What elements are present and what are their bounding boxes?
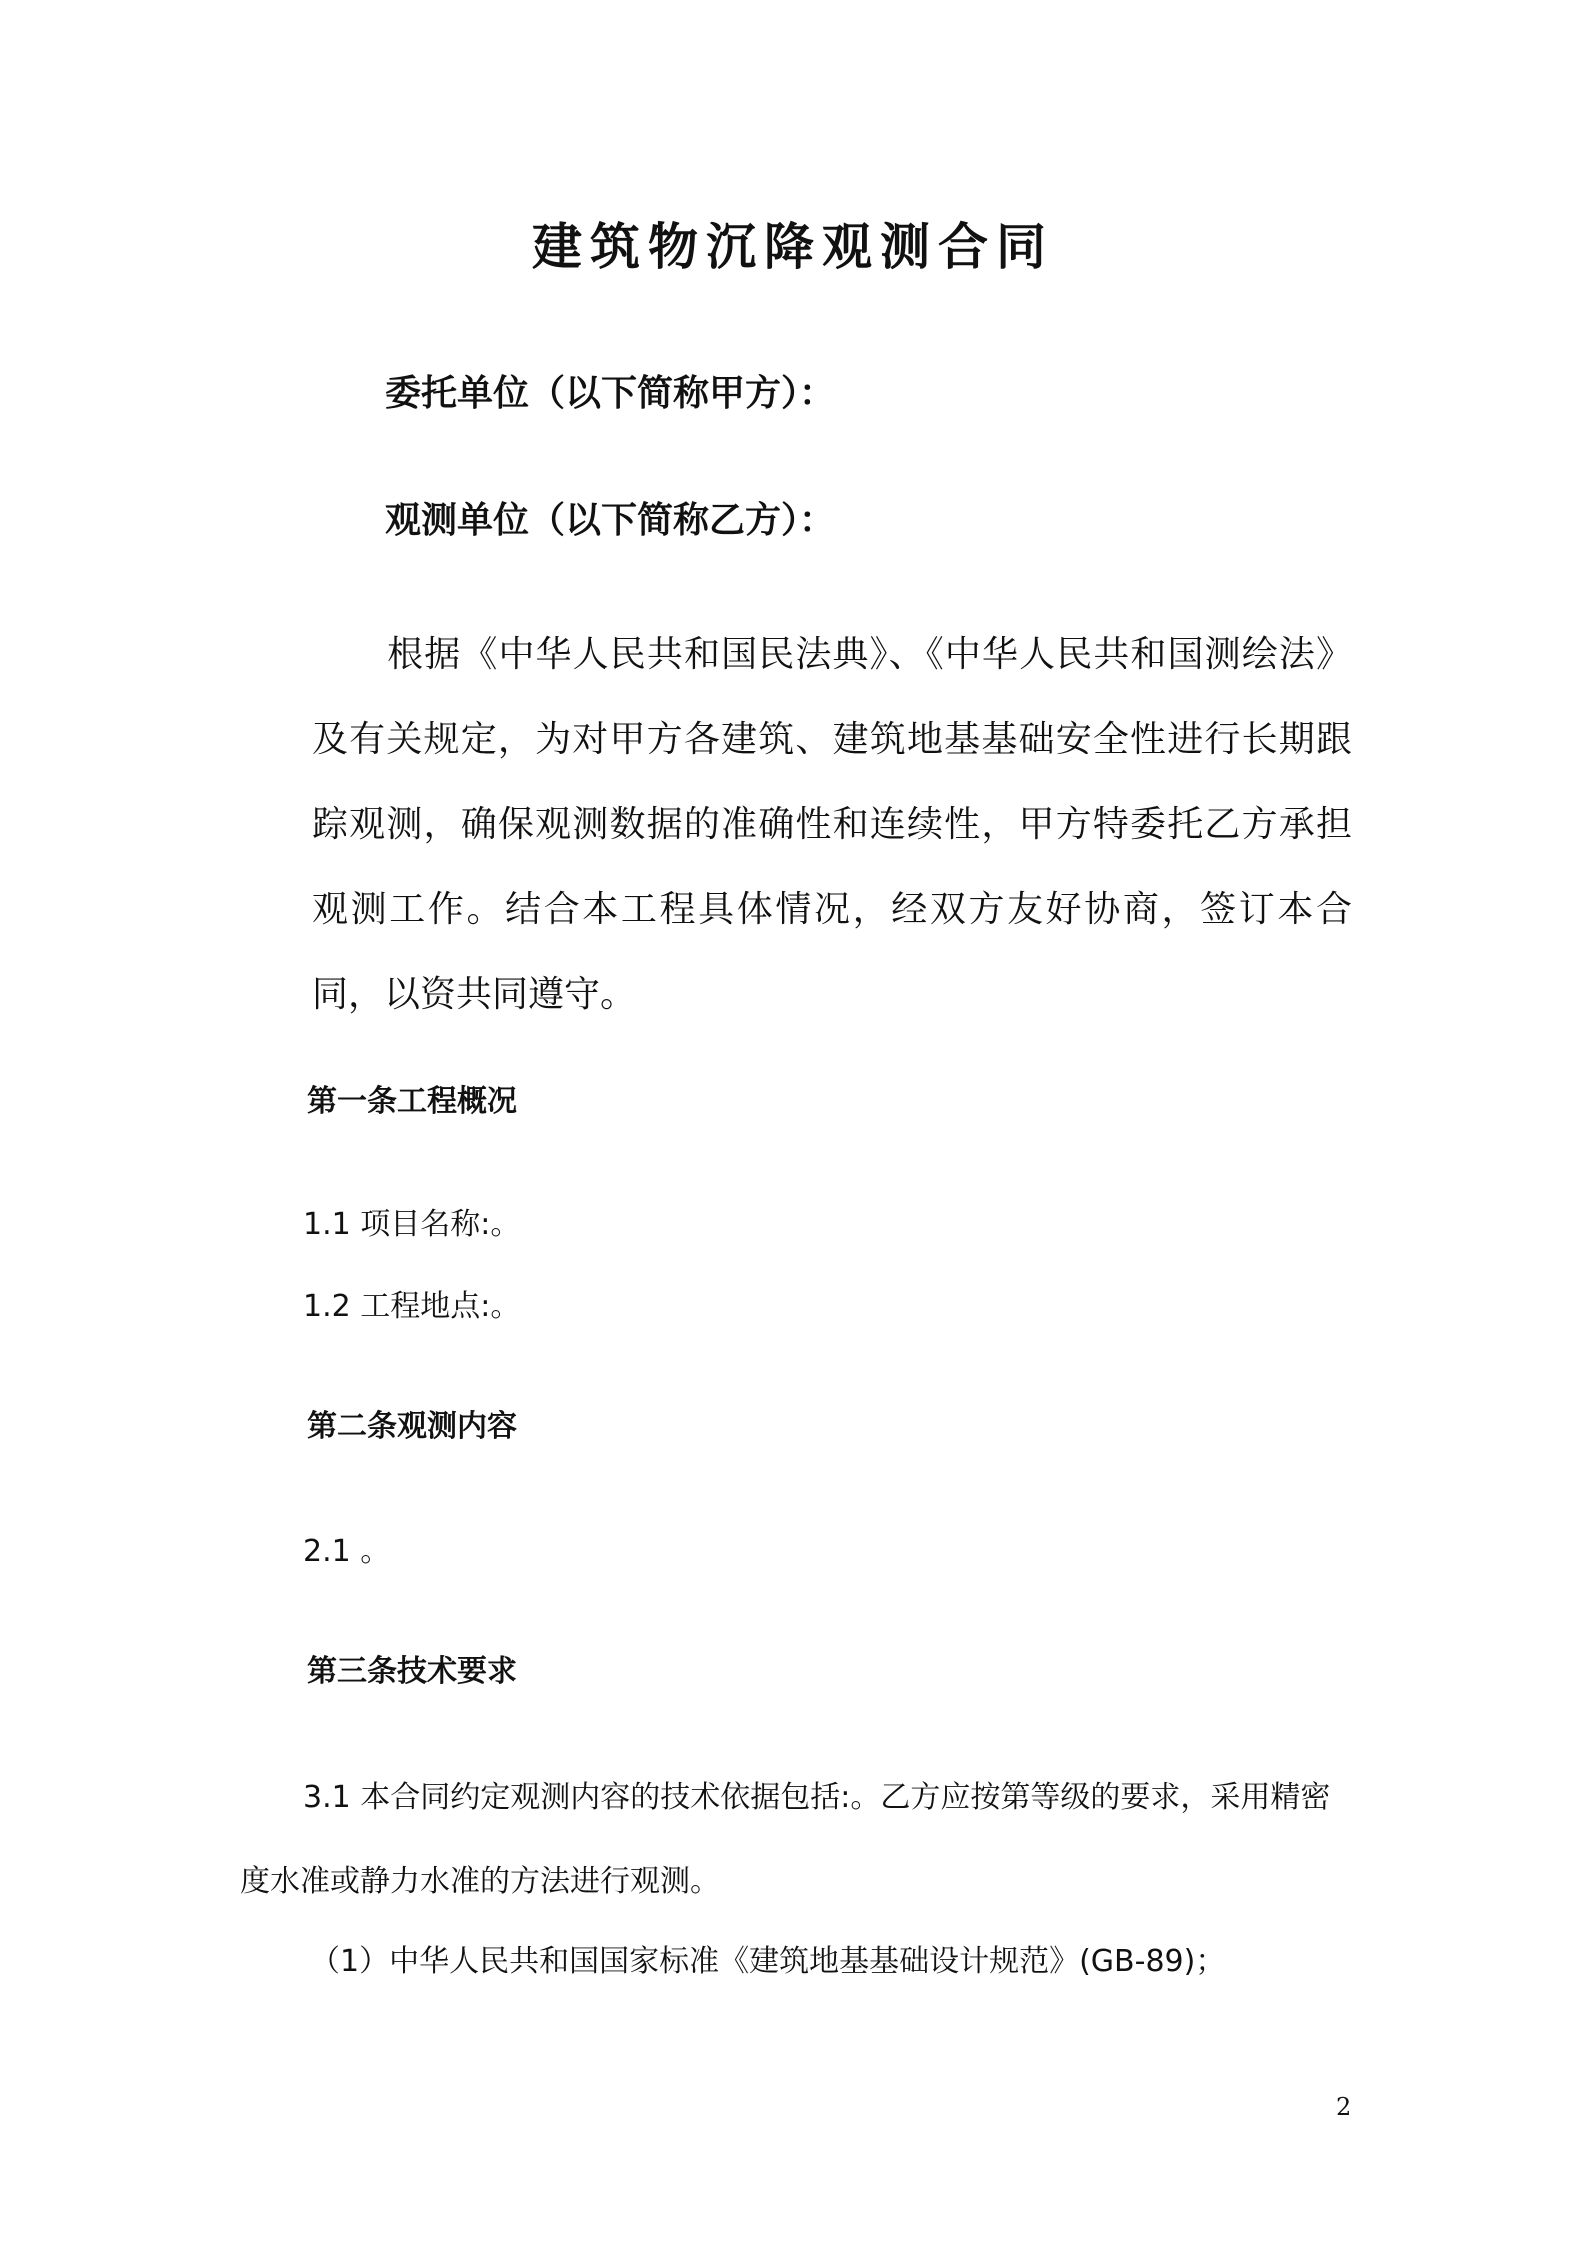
article-2-item-1: 2.1 。: [303, 1534, 391, 1569]
article-2-heading: 第二条观测内容: [307, 1409, 517, 1444]
party-b-line: 观测单位（以下简称乙方）：: [385, 500, 836, 541]
intro-text: 根据《中华人民共和国民法典》、《中华人民共和国测绘法》及有关规定，为对甲方各建筑、建筑地基基础安全性进行长期跟踪观测，确保观测数据的准确性和连续性，甲方特委托乙方承担观测工作。结合本工程具体情况，经双方友好协商，签订本合同，以资共同遵守。: [312, 634, 1352, 1015]
article-3-clause-1: [240, 1756, 1355, 1924]
article-1-item-1: 1.1 项目名称:。: [303, 1207, 521, 1242]
party-a-line: 委托单位（以下简称甲方）：: [385, 373, 836, 414]
article-3-heading: 第三条技术要求: [307, 1654, 517, 1689]
document-title: 建筑物沉降观测合同: [532, 218, 1054, 276]
article-3-reference-1: （1）中华人民共和国国家标准《建筑地基基础设计规范》(GB-89)；: [310, 1944, 1226, 1979]
article-1-item-2: 1.2 工程地点:。: [303, 1289, 521, 1324]
article-1-heading: 第一条工程概况: [307, 1084, 517, 1119]
intro-paragraph: [312, 612, 1352, 1037]
clause-text: 3.1 本合同约定观测内容的技术依据包括:。乙方应按第等级的要求，采用精密度水准或静力水准的方法进行观测。: [240, 1780, 1331, 1899]
page-number: 2: [1336, 2093, 1352, 2121]
